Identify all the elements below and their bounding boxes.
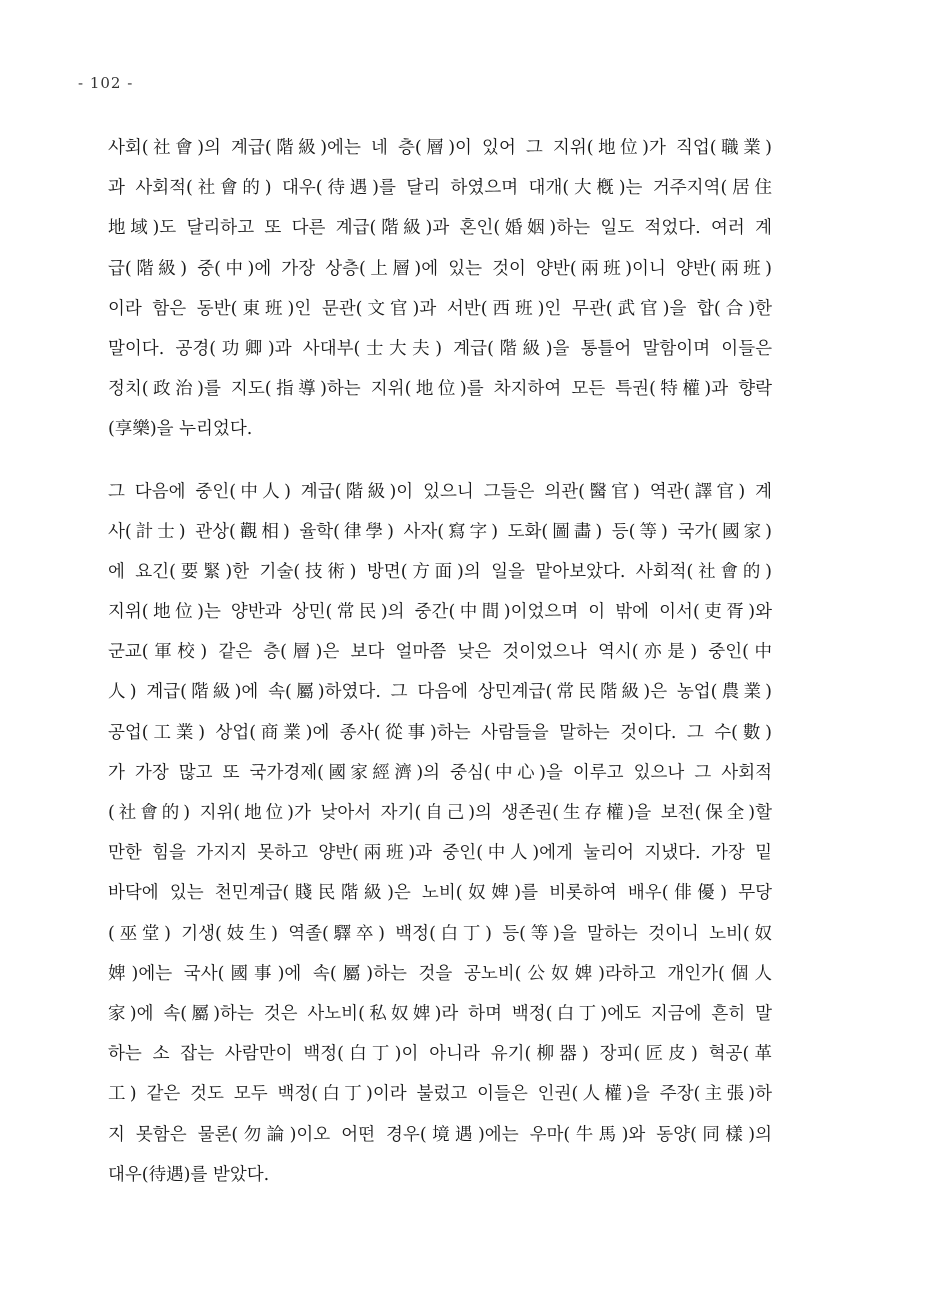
paragraph-2 xyxy=(108,472,772,1195)
text-line: 가 가장 많고 또 국가경제(國家經濟)의 중심(中心)을 이루고 있으나 그 사회적 xyxy=(108,762,772,783)
text-line: 地域)도 달리하고 또 다른 계급(階級)과 혼인(婚姻)하는 일도 적었다. 여러 계 xyxy=(108,218,772,239)
text-line: 이라 함은 동반(東班)인 문관(文官)과 서반(西班)인 무관(武官)을 합(合)한 xyxy=(108,298,772,319)
paragraph-1 xyxy=(108,128,772,450)
text-line: 지 못함은 물론(勿論)이오 어떤 경우(境遇)에는 우마(牛馬)와 동양(同樣)의 xyxy=(108,1124,772,1145)
text-line: 말이다. 공경(功卿)과 사대부(士大夫) 계급(階級)을 통틀어 말함이며 이들은 xyxy=(108,338,772,359)
text-line: 사(計士) 관상(觀相) 율학(律學) 사자(寫字) 도화(圖畵) 등(等) 국가(國家) xyxy=(108,521,772,542)
text-line: 정치(政治)를 지도(指導)하는 지위(地位)를 차지하여 모든 특권(特權)과 향락 xyxy=(108,379,772,400)
text-line: 급(階級) 중(中)에 가장 상층(上層)에 있는 것이 양반(兩班)이니 양반(兩班) xyxy=(108,258,772,279)
text-line: (享樂)을 누리었다. xyxy=(108,419,253,440)
text-line: 만한 힘을 가지지 못하고 양반(兩班)과 중인(中人)에게 눌리어 지냈다. 가장 밑 xyxy=(108,843,772,864)
text-line: 공업(工業) 상업(商業)에 종사(從事)하는 사람들을 말하는 것이다. 그 수(數) xyxy=(108,722,772,743)
text-line: (社會的) 지위(地位)가 낮아서 자기(自己)의 생존권(生存權)을 보전(保全)할 xyxy=(108,803,772,823)
text-line: 그 다음에 중인(中人) 계급(階級)이 있으니 그들은 의관(醫官) 역관(譯官) 계 xyxy=(108,481,772,502)
text-line: 婢)에는 국사(國事)에 속(屬)하는 것을 공노비(公奴婢)라하고 개인가(個人 xyxy=(108,963,772,984)
text-line: 에 요긴(要緊)한 기술(技術) 방면(方面)의 일을 맡아보았다. 사회적(社會的) xyxy=(108,561,772,582)
text-line: 과 사회적(社會的) 대우(待遇)를 달리 하였으며 대개(大槪)는 거주지역(居住 xyxy=(108,178,772,199)
document-body xyxy=(108,128,772,1195)
page-number: - 102 - xyxy=(78,74,134,92)
text-line: 하는 소 잡는 사람만이 백정(白丁)이 아니라 유기(柳器) 장피(匠皮) 혁공(革 xyxy=(108,1044,772,1065)
paragraph-spacer xyxy=(108,450,772,472)
text-line: 家)에 속(屬)하는 것은 사노비(私奴婢)라 하며 백정(白丁)에도 지금에 흔히 말 xyxy=(108,1003,772,1024)
text-line: 지위(地位)는 양반과 상민(常民)의 중간(中間)이었으며 이 밖에 이서(吏胥)와 xyxy=(108,602,772,623)
text-line: 군교(軍校) 같은 층(層)은 보다 얼마쯤 낮은 것이었으나 역시(亦是) 중인(中 xyxy=(108,642,772,663)
text-line: 바닥에 있는 천민계급(賤民階級)은 노비(奴婢)를 비롯하여 배우(俳優) 무당 xyxy=(108,883,772,904)
text-line: (巫堂) 기생(妓生) 역졸(驛卒) 백정(白丁) 등(等)을 말하는 것이니 노비(奴 xyxy=(108,923,772,944)
text-line: 사회(社會)의 계급(階級)에는 네 층(層)이 있어 그 지위(地位)가 직업(職業) xyxy=(108,138,772,158)
text-line: 工) 같은 것도 모두 백정(白丁)이라 불렀고 이들은 인권(人權)을 주장(主張)하 xyxy=(108,1084,772,1105)
text-line: 人) 계급(階級)에 속(屬)하였다. 그 다음에 상민계급(常民階級)은 농업(農業) xyxy=(108,682,772,703)
text-line: 대우(待遇)를 받았다. xyxy=(108,1164,270,1185)
